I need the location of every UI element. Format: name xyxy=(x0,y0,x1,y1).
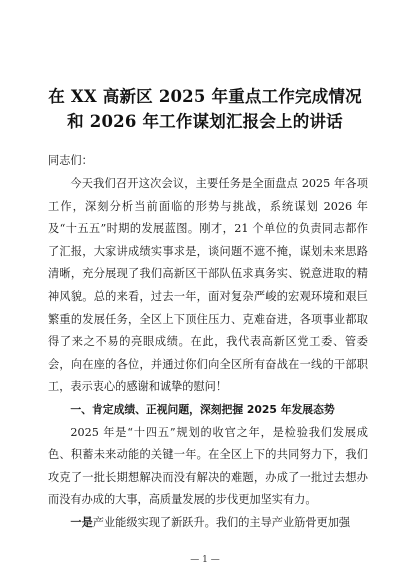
point-text: 产业能级实现了新跃升。我们的主导产业筋骨更加强 xyxy=(92,515,351,529)
opening-paragraph: 今天我们召开这次会议，主要任务是全面盘点 2025 年各项工作，深刻分析当前面临的形势与挑战，系统谋划 2026 年及“十五五”时期的发展蓝图。刚才，21 个单位的负责同志都作了汇报，大家讲成绩实事求是，谈问题不遮不掩，谋划未来思路清晰，充分展现了我们高新区干部队伍求真务实、锐意进取的精神风貌。总的来看，过去一年，面对复杂严峻的宏观环境和艰巨繁重的发展任务，全区上下顶住压力、克难奋进，各项事业都取得了来之不易的亮眼成绩。在此，我代表高新区党工委、管委会，向在座的各位，并通过你们向全区所有奋战在一线的干部职工，表示衷心的感谢和诚挚的慰问！ xyxy=(48,177,368,394)
document-title-line-1: 在 XX 高新区 2025 年重点工作完成情况 xyxy=(48,87,362,106)
salutation: 同志们： xyxy=(48,154,93,167)
page-number: — 1 — xyxy=(190,555,220,565)
section-1-paragraph: 2025 年是“十四五”规划的收官之年，是检验我们发展成色、积蓄未来动能的关键一年。在全区上下的共同努力下，我们攻克了一批长期想解决而没有解决的难题，办成了一批过去想办而没有办成的大事，高质量发展的步伐更加坚实有力。 xyxy=(48,425,368,507)
document-title-line-2: 和 2026 年工作谋划汇报会上的讲话 xyxy=(67,112,343,131)
point-lead: 一是 xyxy=(70,515,93,529)
section-heading-1: 一、肯定成绩、正视问题，深刻把握 2025 年发展态势 xyxy=(70,402,335,416)
section-1-point-1 xyxy=(48,512,368,535)
document-body xyxy=(48,173,368,535)
